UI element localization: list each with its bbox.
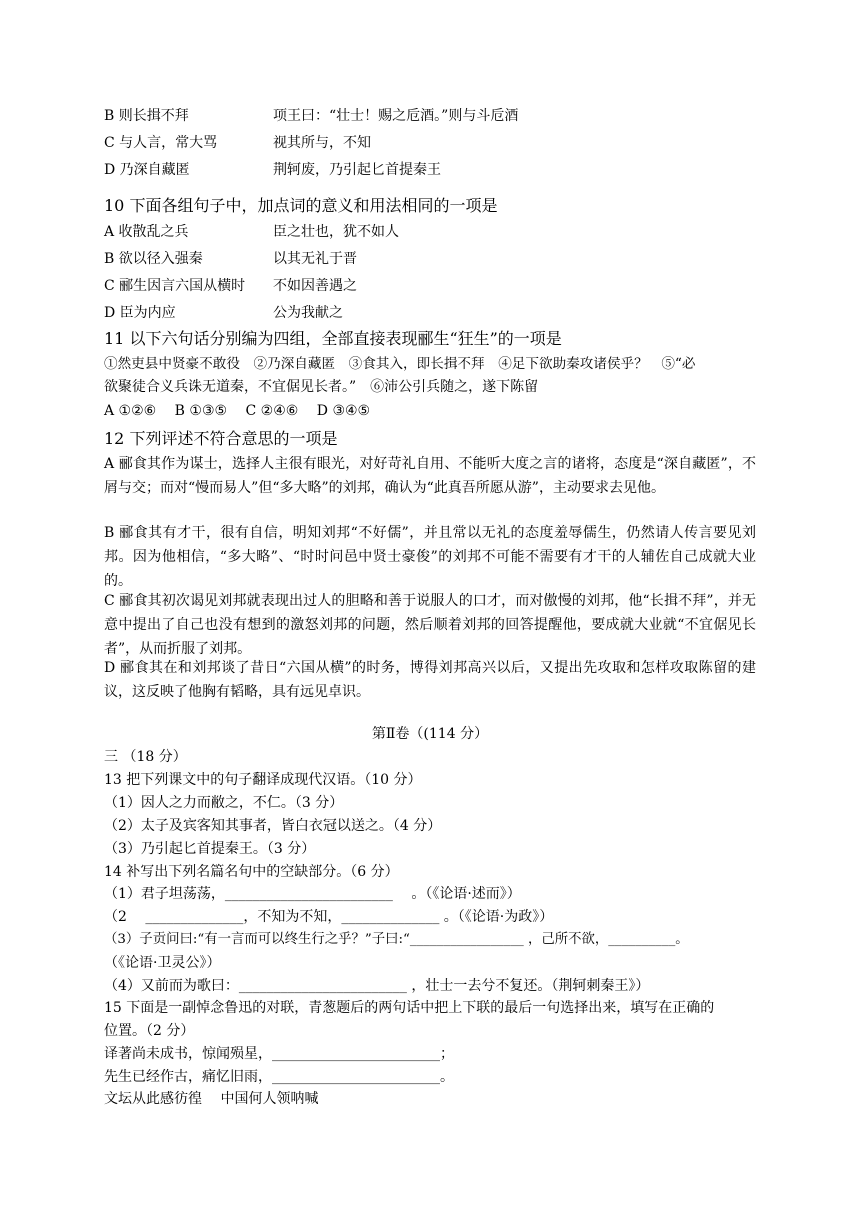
- q15-stem-line2: 位置。（2 分）: [104, 1023, 195, 1039]
- q10-option-b-left: B 欲以径入强秦: [104, 251, 203, 267]
- q9-option-b-left: B 则长揖不拜: [104, 108, 189, 124]
- q15-couplet-first: 译著尚未成书，惊闻殒星，________________________；: [104, 1046, 454, 1062]
- q13-item-3: （3）乃引起匕首提秦王。（3 分）: [104, 841, 316, 857]
- q11-stem: 11 以下六句话分别编为四组，全部直接表现郦生“狂生”的一项是: [104, 329, 562, 348]
- q10-option-a-right: 臣之壮也，犹不如人: [273, 224, 399, 240]
- q9-option-c-right: 视其所与，不知: [273, 135, 371, 151]
- q13-stem: 13 把下列课文中的句子翻译成现代汉语。（10 分）: [104, 772, 422, 788]
- q11-line1: ①然吏县中贤豪不敢役 ②乃深自藏匿 ③食其入，即长揖不拜 ④足下欲助秦攻诸侯乎？ ⑤“必: [104, 356, 696, 372]
- q13-item-2: （2）太子及宾客知其事者，皆白衣冠以送之。（4 分）: [104, 818, 442, 834]
- q10-option-b-right: 以其无礼于晋: [273, 251, 357, 267]
- q10-option-c-right: 不如因善遇之: [273, 278, 357, 294]
- q11-line2: 欲聚徒合义兵诛无道秦，不宜倨见长者。” ⑥沛公引兵随之，遂下陈留: [104, 379, 539, 395]
- q14-item-3-source: （《论语·卫灵公》）: [104, 955, 221, 971]
- q9-option-d-left: D 乃深自藏匿: [104, 162, 190, 178]
- q12-option-c: C 郦食其初次谒见刘邦就表现出过人的胆略和善于说服人的口才，而对傲慢的刘邦，他“长揖不拜”，并无意中提出了自己也没有想到的激怒刘邦的问题，然后顺着刘邦的回答提醒他，要成就大业就“不宜倨见长者”，从而折服了刘邦。: [104, 593, 756, 657]
- q15-stem-line1: 15 下面是一副悼念鲁迅的对联，青葱题后的两句话中把上下联的最后一句选择出来，填写在正确的: [104, 1000, 715, 1016]
- q14-stem: 14 补写出下列名篇名句中的空缺部分。（6 分）: [104, 864, 399, 880]
- q14-item-1: （1）君子坦荡荡，________________________ 。（《论语·述而》）: [104, 886, 521, 902]
- q12-option-d: D 郦食其在和刘邦谈了昔日“六国从横”的时务，博得刘邦高兴以后，又提出先攻取和怎样攻取陈留的建议，这反映了他胸有韬略，具有远见卓识。: [104, 660, 756, 700]
- q9-option-d-right: 荆轲废，乃引起匕首提秦王: [273, 162, 441, 178]
- q10-option-a-left: A 收散乱之兵: [104, 224, 189, 240]
- q10-option-c-left: C 郦生因言六国从横时: [104, 278, 246, 294]
- q15-couplet-second: 先生已经作古，痛忆旧雨，________________________。: [104, 1069, 454, 1085]
- q14-item-2: （2 ______________，不知为不知，______________ 。（《论语·为政》）: [104, 909, 554, 925]
- q10-stem: 10 下面各组句子中，加点词的意义和用法相同的一项是: [104, 196, 498, 215]
- q12-option-b: B 郦食其有才干，很有自信，明知刘邦“不好儒”，并且常以无礼的态度羞辱儒生，仍然请人传言要见刘邦。因为他相信，“多大略”、“时时问邑中贤士豪俊”的刘邦不可能不需要有才干的人辅佐自己成就大业的。: [104, 525, 756, 589]
- q10-option-d-left: D 臣为内应: [104, 305, 176, 321]
- q14-item-4: （4）又前而为歌曰：________________________ ，壮士一去兮不复还。（荆轲刺秦王》）: [104, 978, 650, 994]
- q15-choices: 文坛从此感彷徨 中国何人领呐喊: [104, 1091, 319, 1107]
- section2-title: 第Ⅱ卷（(114 分）: [371, 726, 489, 742]
- q11-answers: A ①②⑥ B ①③⑤ C ②④⑥ D ③④⑤: [104, 403, 371, 419]
- q9-option-b-right: 项王曰：“壮士！赐之卮酒。”则与斗卮酒: [273, 108, 519, 124]
- part3-heading: 三 （18 分）: [104, 749, 187, 765]
- q10-option-d-right: 公为我献之: [273, 305, 343, 321]
- q13-item-1: （1）因人之力而敝之，不仁。（3 分）: [104, 795, 344, 811]
- q14-item-3: （3）子贡问曰:“有一言而可以终生行之乎？”子曰:“_________________ ，己所不欲，__________。: [104, 932, 689, 947]
- q12-option-a: A 郦食其作为谋士，选择人主很有眼光，对好苛礼自用、不能听大度之言的诸将，态度是“深自藏匿”，不屑与交；而对“慢而易人”但“多大略”的刘邦，确认为“此真吾所愿从游”，主动要求去见他。: [104, 456, 756, 496]
- q12-stem: 12 下列评述不符合意思的一项是: [104, 429, 338, 448]
- q9-option-c-left: C 与人言，常大骂: [104, 135, 218, 151]
